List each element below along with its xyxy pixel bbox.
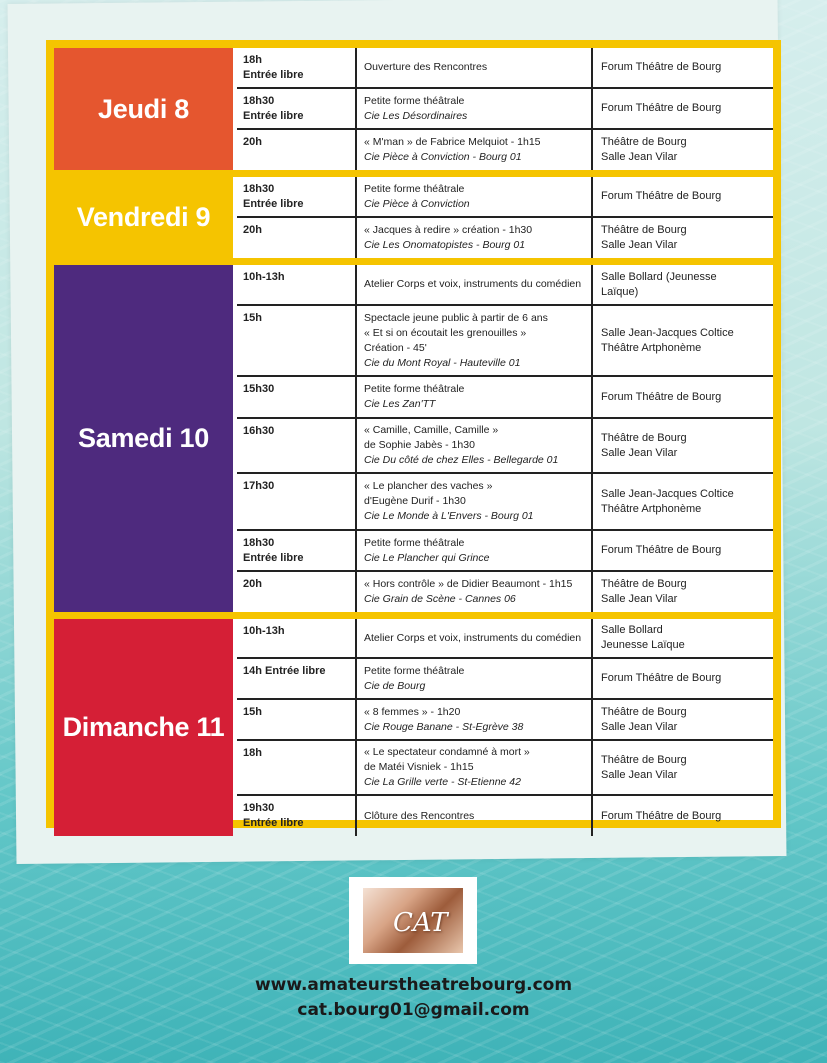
event-cell bbox=[355, 531, 591, 570]
event-cell bbox=[355, 659, 591, 698]
schedule-frame bbox=[46, 40, 781, 828]
event-cell bbox=[355, 619, 591, 657]
event-text: « Le plancher des vaches » bbox=[364, 480, 493, 492]
time-cell bbox=[237, 474, 355, 529]
company-text: Cie Le Monde à L'Envers - Bourg 01 bbox=[364, 510, 534, 522]
company-text: Cie Pièce à Conviction bbox=[364, 197, 470, 210]
time-cell bbox=[237, 741, 355, 794]
event-text: de Matéi Visniek - 1h15 bbox=[364, 761, 474, 773]
company-text: Cie Les Désordinaires bbox=[364, 109, 468, 122]
venue-text: Théâtre Artphonème bbox=[601, 502, 702, 515]
event-cell bbox=[355, 377, 591, 417]
event-cell bbox=[355, 177, 591, 216]
event-text: Ouverture des Rencontres bbox=[364, 61, 488, 73]
venue-cell bbox=[591, 572, 773, 612]
schedule-row bbox=[237, 265, 773, 306]
time-text: Entrée libre bbox=[243, 198, 304, 210]
day-label: Vendredi 9 bbox=[54, 177, 233, 258]
event-text: Petite forme théâtrale bbox=[364, 94, 465, 107]
venue-text: Laïque) bbox=[601, 285, 639, 298]
schedule-row bbox=[237, 48, 773, 89]
schedule-row bbox=[237, 474, 773, 531]
schedule-row bbox=[237, 377, 773, 419]
time-cell bbox=[237, 306, 355, 375]
event-cell bbox=[355, 306, 591, 375]
venue-text: Théâtre de Bourg bbox=[601, 224, 687, 236]
company-text: Cie du Mont Royal - Hauteville 01 bbox=[364, 356, 521, 369]
event-text: Petite forme théâtrale bbox=[364, 383, 465, 395]
company-text: Cie de Bourg bbox=[364, 679, 426, 692]
event-text: « Hors contrôle » de Didier Beaumont - 1h15 bbox=[364, 578, 573, 590]
event-cell bbox=[355, 218, 591, 258]
time-text: Entrée libre bbox=[243, 110, 304, 122]
company-text: Cie Du côté de chez Elles - Bellegarde 01 bbox=[364, 454, 559, 466]
event-cell bbox=[355, 572, 591, 612]
venue-text: Théâtre de Bourg bbox=[601, 578, 687, 590]
time-text: 10h-13h bbox=[243, 625, 285, 637]
venue-cell bbox=[591, 419, 773, 472]
venue-text: Forum Théâtre de Bourg bbox=[601, 390, 722, 403]
venue-text: Forum Théâtre de Bourg bbox=[601, 809, 722, 822]
venue-cell bbox=[591, 177, 773, 216]
time-cell bbox=[237, 377, 355, 417]
website-link[interactable]: www.amateurstheatrebourg.com bbox=[254, 975, 573, 995]
venue-text: Théâtre de Bourg bbox=[601, 136, 687, 148]
venue-cell bbox=[591, 619, 773, 657]
event-text: « M'man » de Fabrice Melquiot - 1h15 bbox=[364, 136, 541, 148]
day-separator bbox=[54, 612, 773, 619]
venue-cell bbox=[591, 741, 773, 794]
schedule-row bbox=[237, 419, 773, 474]
day-separator bbox=[54, 170, 773, 177]
event-text: Clôture des Rencontres bbox=[364, 809, 475, 822]
event-cell bbox=[355, 700, 591, 739]
event-text: « Jacques à redire » création - 1h30 bbox=[364, 224, 533, 236]
venue-cell bbox=[591, 659, 773, 698]
venue-text: Forum Théâtre de Bourg bbox=[601, 102, 722, 114]
schedule-row bbox=[237, 572, 773, 612]
logo bbox=[349, 877, 477, 964]
time-cell bbox=[237, 796, 355, 836]
schedule-row bbox=[237, 306, 773, 377]
time-cell bbox=[237, 419, 355, 472]
event-text: Création - 45' bbox=[364, 341, 427, 354]
venue-text: Jeunesse Laïque bbox=[601, 639, 685, 651]
time-cell bbox=[237, 265, 355, 304]
venue-text: Théâtre de Bourg bbox=[601, 431, 687, 444]
logo-image bbox=[363, 888, 463, 953]
venue-text: Salle Bollard (Jeunesse bbox=[601, 270, 717, 283]
time-cell bbox=[237, 619, 355, 657]
time-text: 18h bbox=[243, 747, 262, 759]
venue-text: Salle Bollard bbox=[601, 624, 663, 636]
venue-cell bbox=[591, 700, 773, 739]
schedule-row bbox=[237, 796, 773, 836]
venue-text: Salle Jean Vilar bbox=[601, 151, 678, 163]
venue-cell bbox=[591, 796, 773, 836]
logo-text: CAT bbox=[393, 908, 448, 938]
venue-text: Forum Théâtre de Bourg bbox=[601, 61, 722, 73]
time-text: 10h-13h bbox=[243, 271, 285, 283]
time-text: Entrée libre bbox=[243, 69, 304, 81]
event-text: Spectacle jeune public à partir de 6 ans bbox=[364, 311, 548, 324]
venue-text: Théâtre de Bourg bbox=[601, 705, 687, 718]
time-text: 19h30 bbox=[243, 802, 275, 814]
event-cell bbox=[355, 419, 591, 472]
schedule-row bbox=[237, 700, 773, 741]
event-cell bbox=[355, 130, 591, 170]
venue-cell bbox=[591, 474, 773, 529]
time-text: 15h30 bbox=[243, 383, 275, 395]
schedule-row bbox=[237, 619, 773, 659]
venue-text: Salle Jean Vilar bbox=[601, 593, 678, 605]
event-text: Atelier Corps et voix, instruments du comédien bbox=[364, 278, 582, 290]
time-text: 15h bbox=[243, 706, 262, 718]
schedule-row bbox=[237, 177, 773, 218]
event-cell bbox=[355, 474, 591, 529]
venue-cell bbox=[591, 48, 773, 87]
time-cell bbox=[237, 89, 355, 128]
venue-text: Salle Jean Vilar bbox=[601, 720, 678, 733]
time-cell bbox=[237, 130, 355, 170]
event-cell bbox=[355, 796, 591, 836]
time-text: 16h30 bbox=[243, 425, 275, 437]
venue-text: Forum Théâtre de Bourg bbox=[601, 672, 722, 684]
time-text: Entrée libre bbox=[243, 552, 304, 564]
time-text: 18h30 bbox=[243, 183, 275, 195]
event-text: d'Eugène Durif - 1h30 bbox=[364, 495, 466, 507]
event-text: « Le spectateur condamné à mort » bbox=[364, 746, 530, 758]
day-label: Dimanche 11 bbox=[54, 619, 233, 836]
event-cell bbox=[355, 741, 591, 794]
schedule-row bbox=[237, 89, 773, 130]
event-text: Petite forme théâtrale bbox=[364, 536, 465, 549]
venue-text: Salle Jean-Jacques Coltice bbox=[601, 326, 734, 339]
time-text: 14h Entrée libre bbox=[243, 665, 326, 677]
day-label: Samedi 10 bbox=[54, 265, 233, 612]
event-text: Petite forme théâtrale bbox=[364, 664, 465, 677]
time-text: 20h bbox=[243, 224, 262, 236]
schedule-row bbox=[237, 218, 773, 258]
event-cell bbox=[355, 89, 591, 128]
venue-text: Salle Jean Vilar bbox=[601, 768, 678, 781]
time-cell bbox=[237, 177, 355, 216]
schedule-row bbox=[237, 130, 773, 170]
venue-cell bbox=[591, 306, 773, 375]
time-text: 15h bbox=[243, 312, 262, 324]
venue-cell bbox=[591, 218, 773, 258]
event-text: Atelier Corps et voix, instruments du comédien bbox=[364, 631, 582, 644]
schedule-table bbox=[54, 48, 773, 829]
day-separator bbox=[54, 258, 773, 265]
venue-text: Salle Jean Vilar bbox=[601, 239, 678, 251]
venue-text: Théâtre Artphonème bbox=[601, 341, 702, 354]
event-text: « Camille, Camille, Camille » bbox=[364, 424, 499, 436]
venue-cell bbox=[591, 130, 773, 170]
schedule-row bbox=[237, 659, 773, 700]
time-cell bbox=[237, 700, 355, 739]
event-cell bbox=[355, 48, 591, 87]
time-text: 18h bbox=[243, 54, 262, 66]
schedule-row bbox=[237, 741, 773, 796]
time-cell bbox=[237, 572, 355, 612]
event-text: « 8 femmes » - 1h20 bbox=[364, 705, 461, 718]
time-text: Entrée libre bbox=[243, 817, 304, 829]
event-text: « Et si on écoutait les grenouilles » bbox=[364, 326, 527, 339]
time-cell bbox=[237, 659, 355, 698]
company-text: Cie Rouge Banane - St-Egrève 38 bbox=[364, 720, 524, 733]
time-text: 18h30 bbox=[243, 537, 275, 549]
event-text: Petite forme théâtrale bbox=[364, 182, 465, 195]
company-text: Cie Les Zan'TT bbox=[364, 398, 436, 410]
venue-cell bbox=[591, 531, 773, 570]
company-text: Cie La Grille verte - St-Etienne 42 bbox=[364, 776, 521, 788]
company-text: Cie Grain de Scène - Cannes 06 bbox=[364, 593, 516, 605]
time-text: 20h bbox=[243, 578, 262, 590]
schedule-row bbox=[237, 531, 773, 572]
venue-text: Salle Jean-Jacques Coltice bbox=[601, 487, 734, 500]
day-label: Jeudi 8 bbox=[54, 48, 233, 170]
venue-cell bbox=[591, 265, 773, 304]
venue-text: Forum Théâtre de Bourg bbox=[601, 544, 722, 556]
time-text: 18h30 bbox=[243, 95, 275, 107]
time-cell bbox=[237, 48, 355, 87]
company-text: Cie Les Onomatopistes - Bourg 01 bbox=[364, 239, 526, 251]
venue-text: Théâtre de Bourg bbox=[601, 753, 687, 766]
venue-text: Forum Théâtre de Bourg bbox=[601, 190, 722, 202]
time-text: 17h30 bbox=[243, 480, 275, 492]
event-cell bbox=[355, 265, 591, 304]
event-text: de Sophie Jabès - 1h30 bbox=[364, 439, 475, 451]
email-link[interactable]: cat.bourg01@gmail.com bbox=[297, 1000, 530, 1020]
company-text: Cie Le Plancher qui Grince bbox=[364, 551, 490, 564]
venue-cell bbox=[591, 377, 773, 417]
venue-cell bbox=[591, 89, 773, 128]
time-text: 20h bbox=[243, 136, 262, 148]
company-text: Cie Pièce à Conviction - Bourg 01 bbox=[364, 151, 522, 163]
time-cell bbox=[237, 218, 355, 258]
time-cell bbox=[237, 531, 355, 570]
venue-text: Salle Jean Vilar bbox=[601, 446, 678, 459]
